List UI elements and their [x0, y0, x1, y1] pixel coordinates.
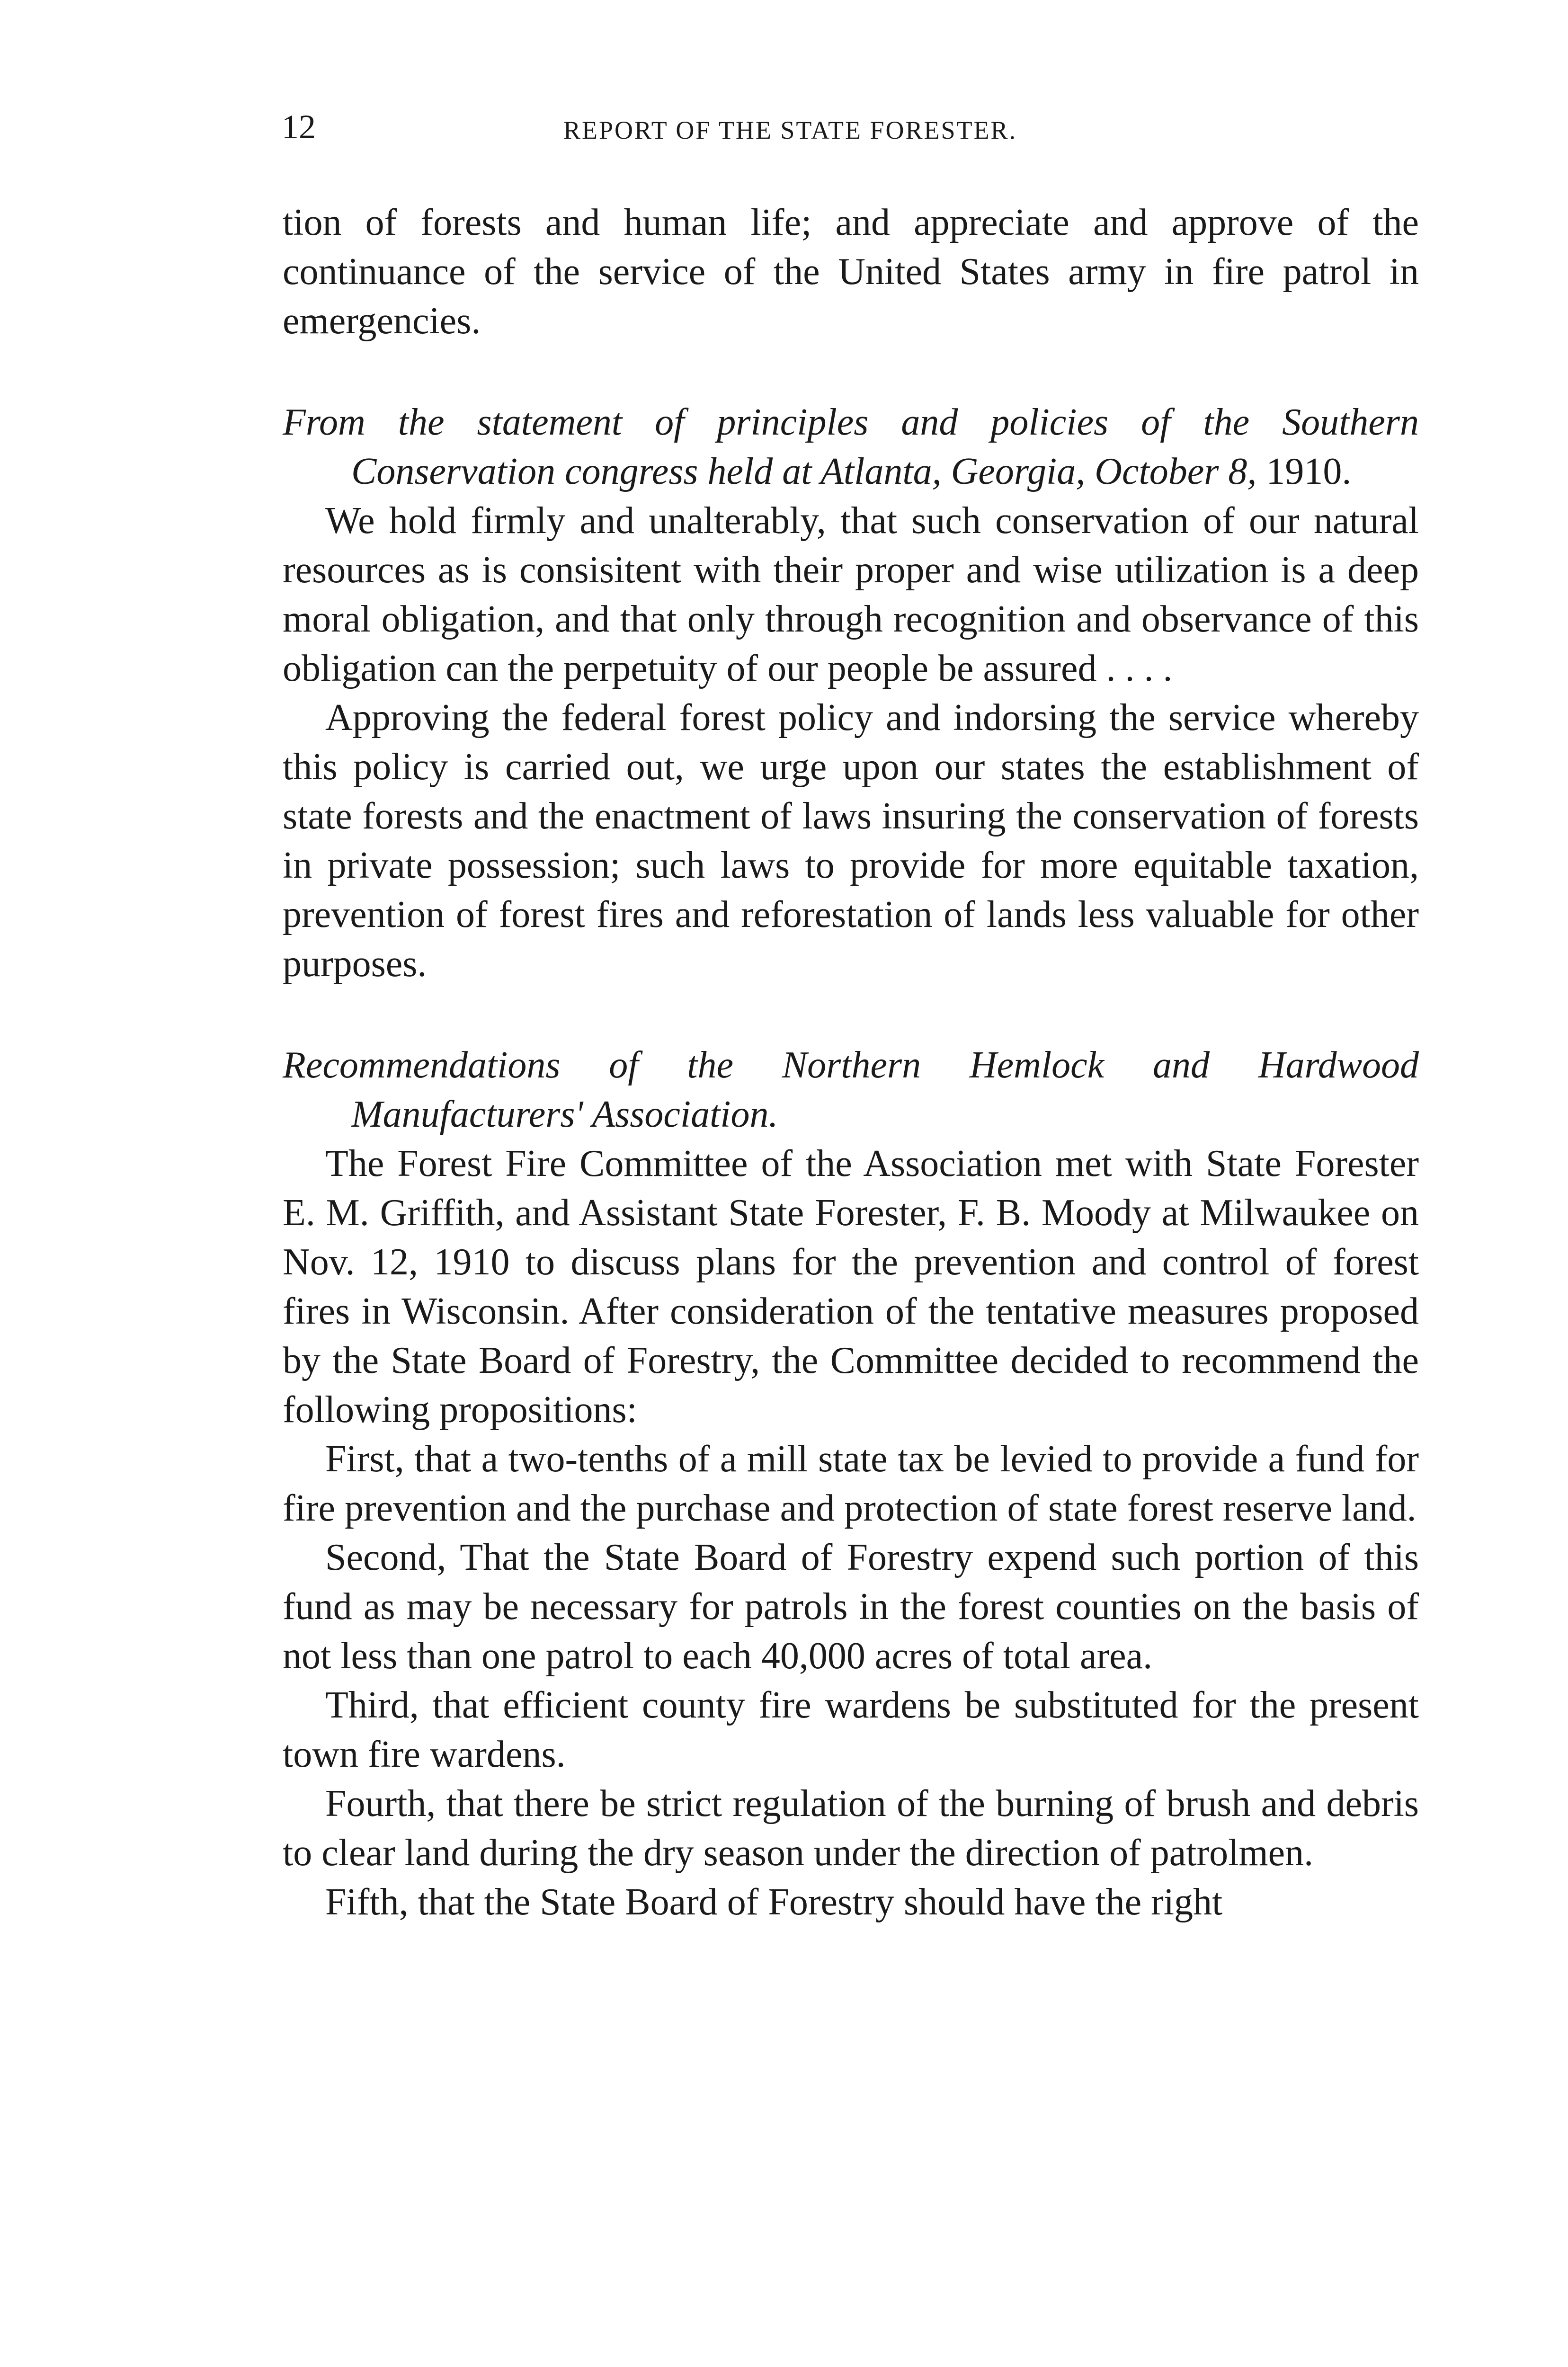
southern-section-title-year: 1910. — [1266, 451, 1352, 492]
northern-paragraph-5: Fourth, that there be strict regulation of the burning of brush and debris to clear land during the dry season under the direction of patrolmen. — [283, 1783, 1419, 1874]
northern-paragraph-4: Third, that efficient county fire wardens be substituted for the present town fire wardens. — [283, 1684, 1419, 1775]
northern-paragraph-1: The Forest Fire Committee of the Association met with State Forester E. M. Griffith, and Assistant State Forester, F. B. Moody at Milwaukee on Nov. 12, 1910 to discuss plans for the prevention and control of forest fires in Wisconsin. After consideration of the tentative measures proposed by the State Board of Forestry, the Committee decided to recommend the following propositions: — [283, 1143, 1419, 1431]
southern-section-title — [283, 398, 1419, 496]
southern-section-title-text: From the statement of principles and policies of the Southern Conservation congress held at Atlanta, Georgia, October 8, — [283, 401, 1419, 492]
page-body — [283, 198, 1419, 1927]
northern-paragraph-6: Fifth, that the State Board of Forestry should have the right — [325, 1881, 1223, 1923]
southern-paragraph-1: We hold firmly and unalterably, that such conservation of our natural resources as is consisitent with their proper and wise utilization is a deep moral obligation, and that only through recognition and observance of this obligation can the perpetuity of our people be assured . . . . — [283, 500, 1419, 689]
page-number: 12 — [282, 108, 316, 146]
northern-section-title: Recommendations of the Northern Hemlock and Hardwood Manufacturers' Association. — [283, 1044, 1419, 1135]
opening-paragraph: tion of forests and human life; and appreciate and approve of the continuance of the service of the United States army in fire patrol in emergencies. — [283, 202, 1419, 342]
running-head: REPORT OF THE STATE FORESTER. — [563, 116, 1017, 144]
northern-paragraph-2: First, that a two-tenths of a mill state tax be levied to provide a fund for fire prevention and the purchase and protection of state forest reserve land. — [283, 1438, 1419, 1529]
northern-paragraph-3: Second, That the State Board of Forestry expend such portion of this fund as may be necessary for patrols in the forest counties on the basis of not less than one patrol to each 40,000 acres of total area. — [283, 1537, 1419, 1677]
southern-paragraph-2: Approving the federal forest policy and indorsing the service whereby this policy is carried out, we urge upon our states the establishment of state forests and the enactment of laws insuring the conservation of forests in private possession; such laws to provide for more equitable taxation, prevention of forest fires and reforestation of lands less valuable for other purposes. — [283, 697, 1419, 985]
